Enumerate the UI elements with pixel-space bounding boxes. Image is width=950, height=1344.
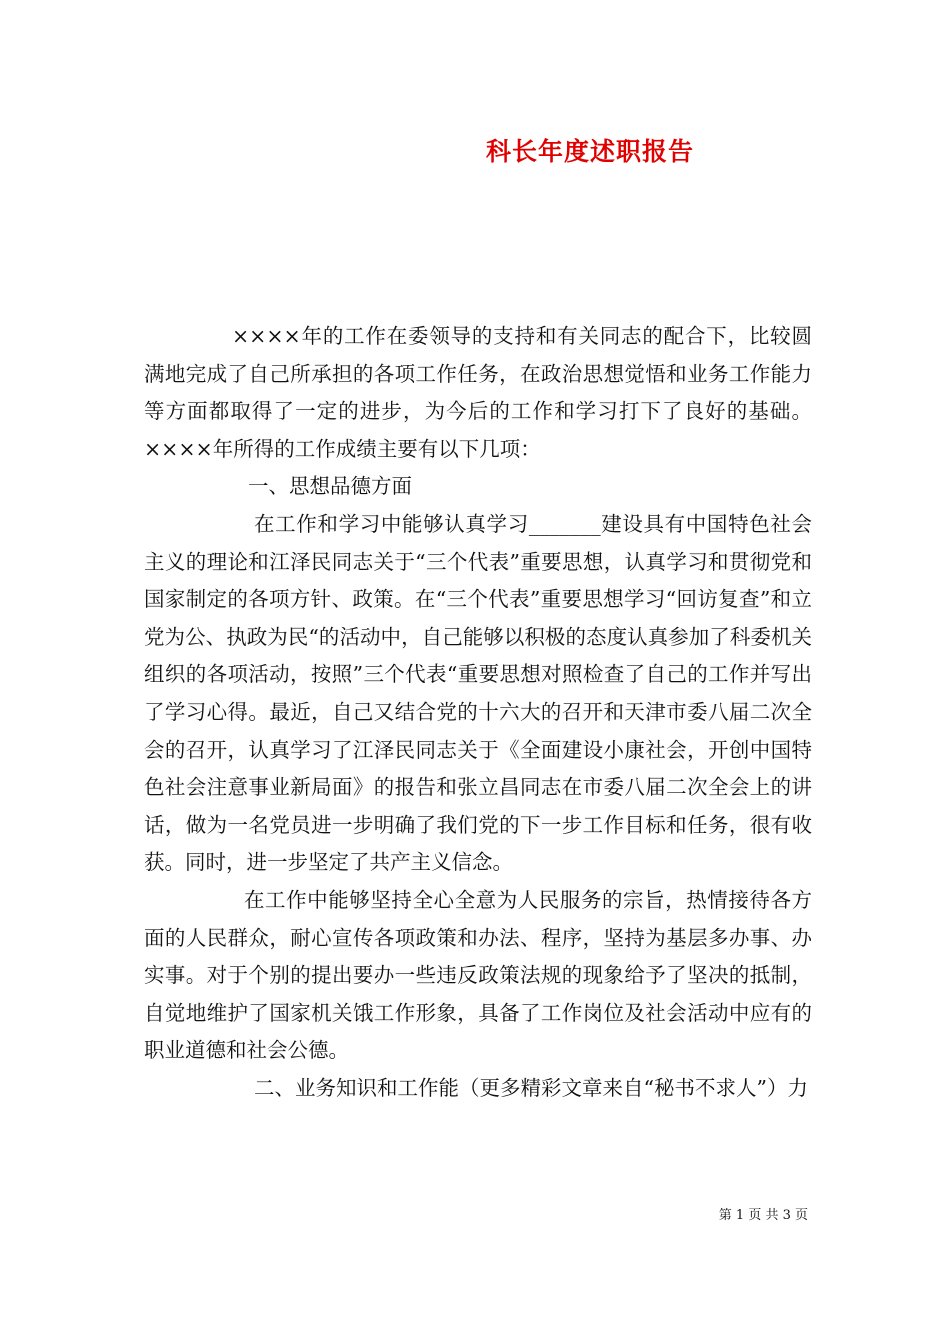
document-body (144, 318, 812, 1107)
section-heading-1: 一、思想品德方面 (248, 474, 412, 499)
section-1-paragraph-2: 在工作中能够坚持全心全意为人民服务的宗旨，热情接待各方面的人民群众，耐心宣传各项政策和办法、程序，坚持为基层多办事、办实事。对于个别的提出要办一些违反政策法规的现象给予了坚决的抵制，自觉地维护了国家机关饿工作形象，具备了工作岗位及社会活动中应有的职业道德和社会公德。 (144, 887, 812, 1063)
section-heading-2: 二、业务知识和工作能（更多精彩文章来自“秘书不求人”）力 (254, 1075, 808, 1100)
document-title: 科长年度述职报告 (485, 137, 694, 166)
page-footer: 第 1 页 共 3 页 (718, 1208, 808, 1223)
intro-paragraph: ××××年的工作在委领导的支持和有关同志的配合下，比较圆满地完成了自己所承担的各项工作任务，在政治思想觉悟和业务工作能力等方面都取得了一定的进步，为今后的工作和学习打下了良好的基础。××××年所得的工作成绩主要有以下几项： (144, 324, 812, 461)
section-1-paragraph-1: 在工作和学习中能够认真学习_______建设具有中国特色社会主义的理论和江泽民同志关于“三个代表”重要思想，认真学习和贯彻党和国家制定的各项方针、政策。在“三个代表”重要思想学习“回访复查”和立党为公、执政为民“的活动中，自己能够以积极的态度认真参加了科委机关组织的各项活动，按照”三个代表“重要思想对照检查了自己的工作并写出了学习心得。最近，自己又结合党的十六大的召开和天津市委八届二次全会的召开，认真学习了江泽民同志关于《全面建设小康社会，开创中国特色社会注意事业新局面》的报告和张立昌同志在市委八届二次全会上的讲话，做为一名党员进一步明确了我们党的下一步工作目标和任务，很有收获。同时，进一步坚定了共产主义信念。 (144, 511, 812, 875)
